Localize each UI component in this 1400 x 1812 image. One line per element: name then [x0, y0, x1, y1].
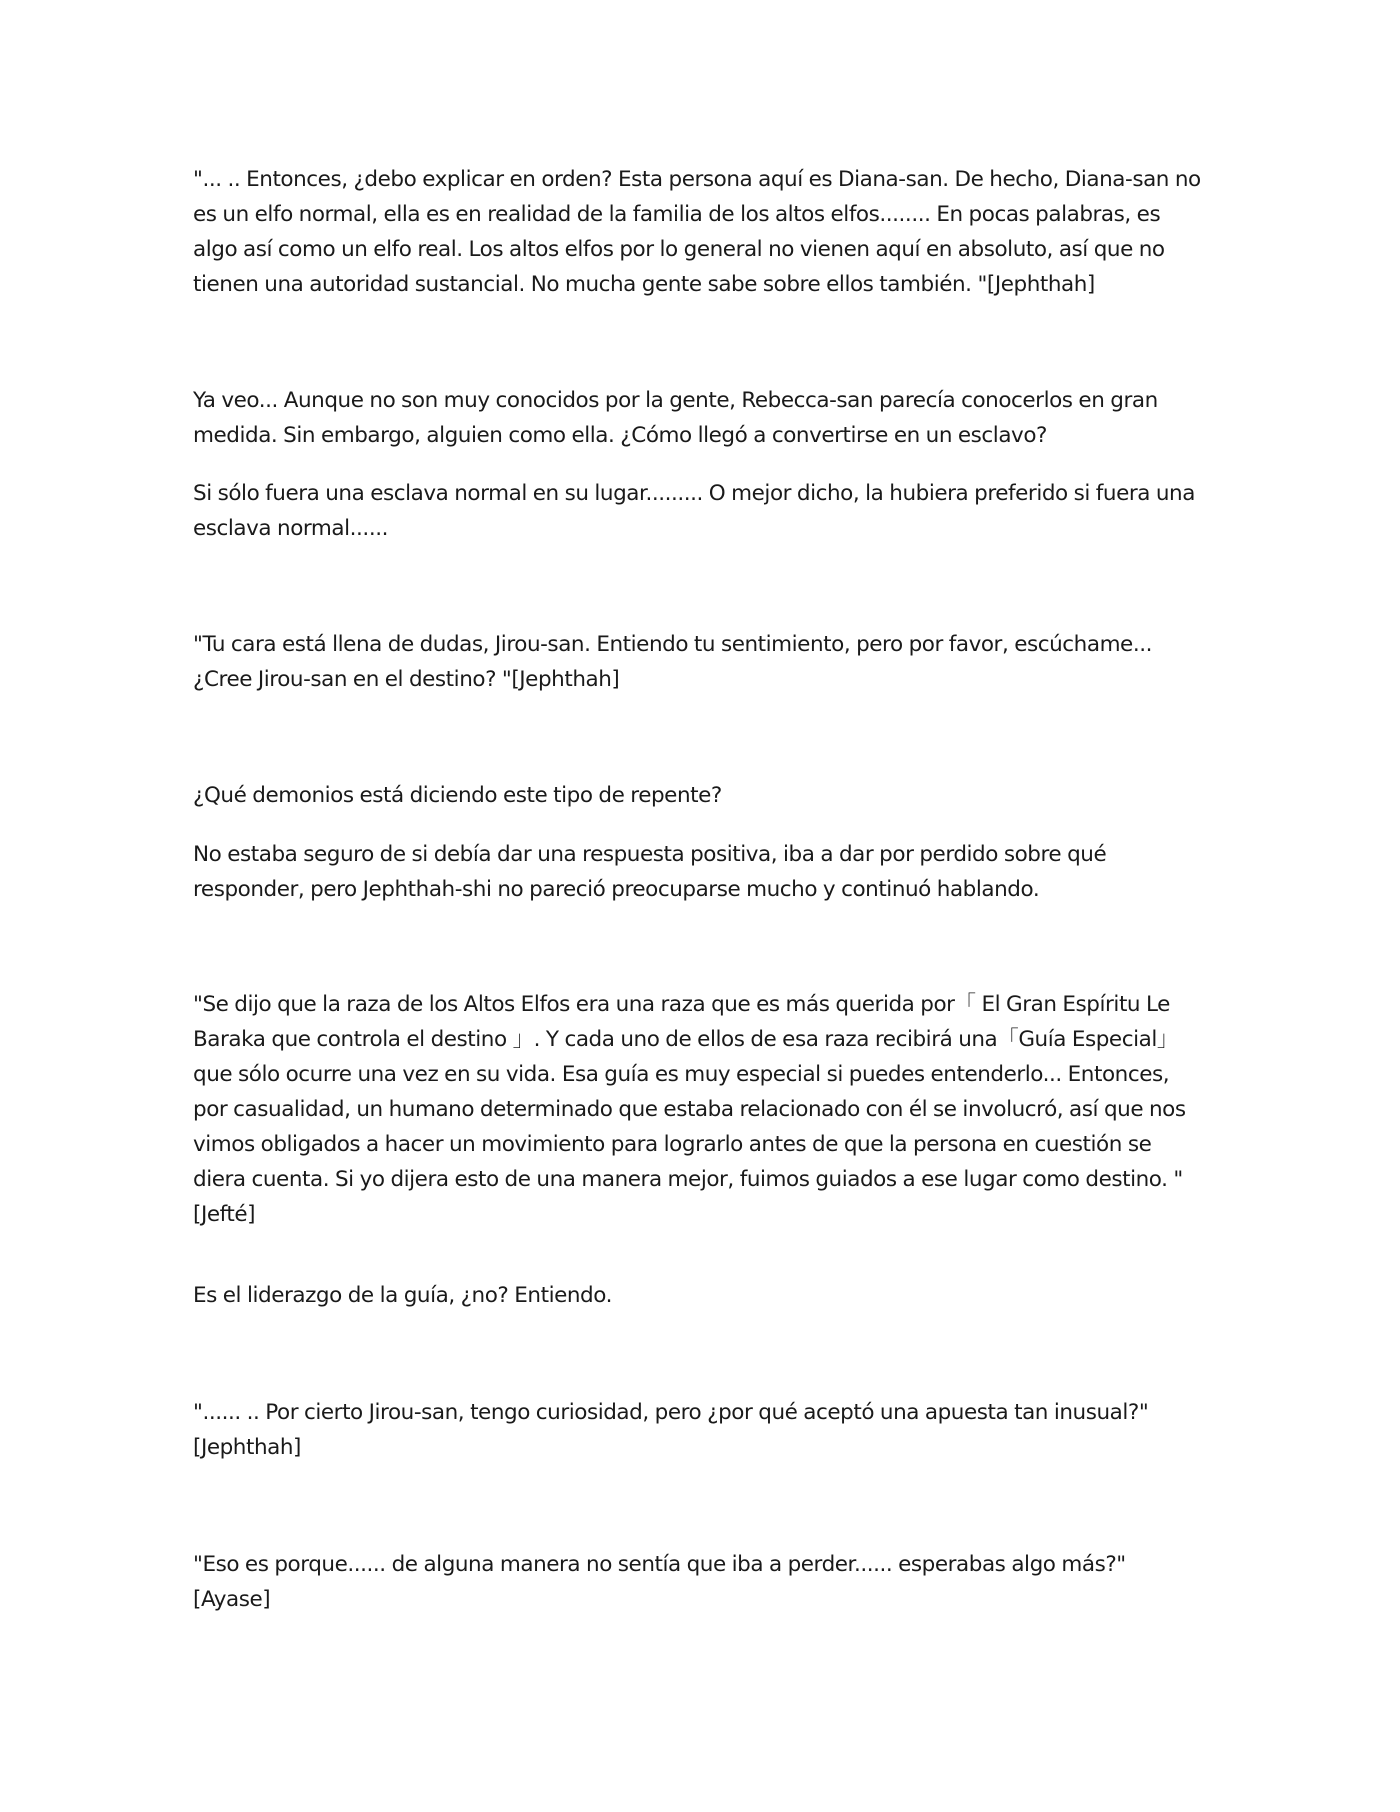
paragraph-apuesta: "...... .. Por cierto Jirou-san, tengo curiosidad, pero ¿por qué aceptó una apuesta tan inusual?" [Jephthah]: [193, 1400, 1149, 1460]
paragraph-esclava-normal: Si sólo fuera una esclava normal en su lugar......... O mejor dicho, la hubiera preferido si fuera una esclava normal......: [193, 481, 1195, 541]
paragraph-respuesta-positiva: No estaba seguro de si debía dar una respuesta positiva, iba a dar por perdido sobre qué responder, pero Jephthah-shi no pareció preocuparse mucho y continuó hablando.: [193, 842, 1107, 902]
paragraph-diana-explanation: "... .. Entonces, ¿debo explicar en orden? Esta persona aquí es Diana-san. De hecho, Diana-san no es un elfo normal, ella es en realidad de la familia de los altos elfos........ En pocas palabras, es algo así como un elfo real. Los altos elfos por lo general no vienen aquí en absoluto, así que no tienen una autoridad sustancial. No mucha gente sabe sobre ellos también. "[Jephthah]: [193, 167, 1201, 297]
paragraph-que-demonios: ¿Qué demonios está diciendo este tipo de repente?: [193, 783, 722, 808]
paragraph-ya-veo: Ya veo... Aunque no son muy conocidos por la gente, Rebecca-san parecía conocerlos en gran medida. Sin embargo, alguien como ella. ¿Cómo llegó a convertirse en un esclavo?: [193, 388, 1158, 448]
paragraph-ayase: "Eso es porque...... de alguna manera no sentía que iba a perder...... esperabas algo más?" [Ayase]: [193, 1552, 1126, 1612]
paragraph-tu-cara: "Tu cara está llena de dudas, Jirou-san. Entiendo tu sentimiento, pero por favor, escúchame... ¿Cree Jirou-san en el destino? "[Jephthah]: [193, 632, 1152, 692]
paragraph-altos-elfos-destino: "Se dijo que la raza de los Altos Elfos era una raza que es más querida por「 El Gran Espíritu Le Baraka que controla el destino 」. Y cada uno de ellos de esa raza recibirá una「Guía Especial」que sólo ocurre una vez en su vida. Esa guía es muy especial si puedes entenderlo... Entonces, por casualidad, un humano determinado que estaba relacionado con él se involucró, así que nos vimos obligados a hacer un movimiento para lograrlo antes de que la persona en cuestión se diera cuenta. Si yo dijera esto de una manera mejor, fuimos guiados a ese lugar como destino. "[Jefté]: [193, 992, 1186, 1227]
paragraph-liderazgo: Es el liderazgo de la guía, ¿no? Entiendo.: [193, 1283, 612, 1308]
